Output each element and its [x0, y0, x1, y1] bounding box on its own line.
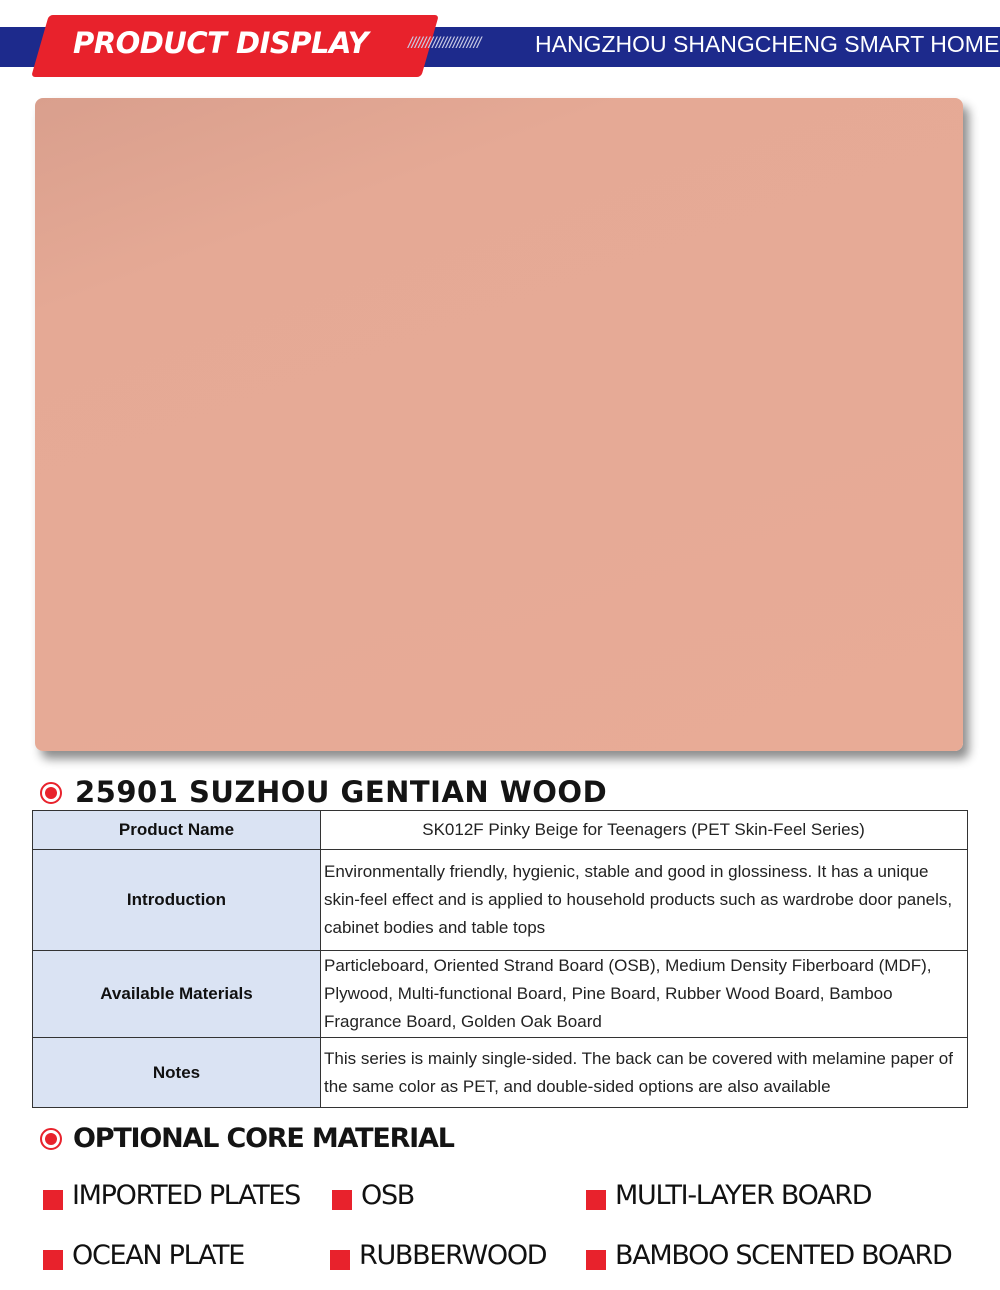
spec-value: This series is mainly single-sided. The back can be covered with melamine paper of the same color as PET, and double-sided options are also available — [321, 1038, 968, 1108]
spec-label: Product Name — [33, 811, 321, 850]
header-banner — [0, 0, 1000, 80]
header-slash-decoration: ///////////////////// — [408, 35, 481, 52]
red-square-bullet-icon — [332, 1190, 352, 1210]
core-material-label: BAMBOO SCENTED BOARD — [615, 1240, 952, 1271]
table-row — [33, 850, 968, 951]
spec-value: Environmentally friendly, hygienic, stable and good in glossiness. It has a unique skin-feel effect and is applied to household products such as wardrobe door panels, cabinet bodies and table tops — [321, 850, 968, 951]
red-square-bullet-icon — [330, 1250, 350, 1270]
core-material-label: MULTI-LAYER BOARD — [615, 1180, 872, 1211]
red-square-bullet-icon — [586, 1250, 606, 1270]
header-company-name: HANGZHOU SHANGCHENG SMART HOME — [535, 31, 1000, 57]
red-square-bullet-icon — [43, 1250, 63, 1270]
product-color-swatch — [35, 98, 963, 751]
core-material-label: OSB — [361, 1180, 415, 1211]
spec-value: Particleboard, Oriented Strand Board (OSB), Medium Density Fiberboard (MDF), Plywood, Multi-functional Board, Pine Board, Rubber Wood Board, Bamboo Fragrance Board, Golden Oak Board — [321, 951, 968, 1038]
spec-label: Available Materials — [33, 951, 321, 1038]
core-material-label: OCEAN PLATE — [72, 1240, 244, 1271]
red-circle-bullet-icon — [40, 1128, 62, 1150]
header-title: PRODUCT DISPLAY — [73, 26, 369, 60]
spec-table — [32, 810, 968, 1108]
table-row — [33, 951, 968, 1038]
core-material-heading: OPTIONAL CORE MATERIAL — [73, 1123, 454, 1154]
red-square-bullet-icon — [586, 1190, 606, 1210]
red-circle-bullet-icon — [40, 782, 62, 804]
spec-value: SK012F Pinky Beige for Teenagers (PET Skin-Feel Series) — [321, 811, 968, 850]
core-material-label: RUBBERWOOD — [359, 1240, 547, 1271]
table-row — [33, 811, 968, 850]
core-material-label: IMPORTED PLATES — [72, 1180, 301, 1211]
spec-label: Introduction — [33, 850, 321, 951]
product-heading: 25901 SUZHOU GENTIAN WOOD — [75, 775, 608, 809]
spec-label: Notes — [33, 1038, 321, 1108]
table-row — [33, 1038, 968, 1108]
red-square-bullet-icon — [43, 1190, 63, 1210]
